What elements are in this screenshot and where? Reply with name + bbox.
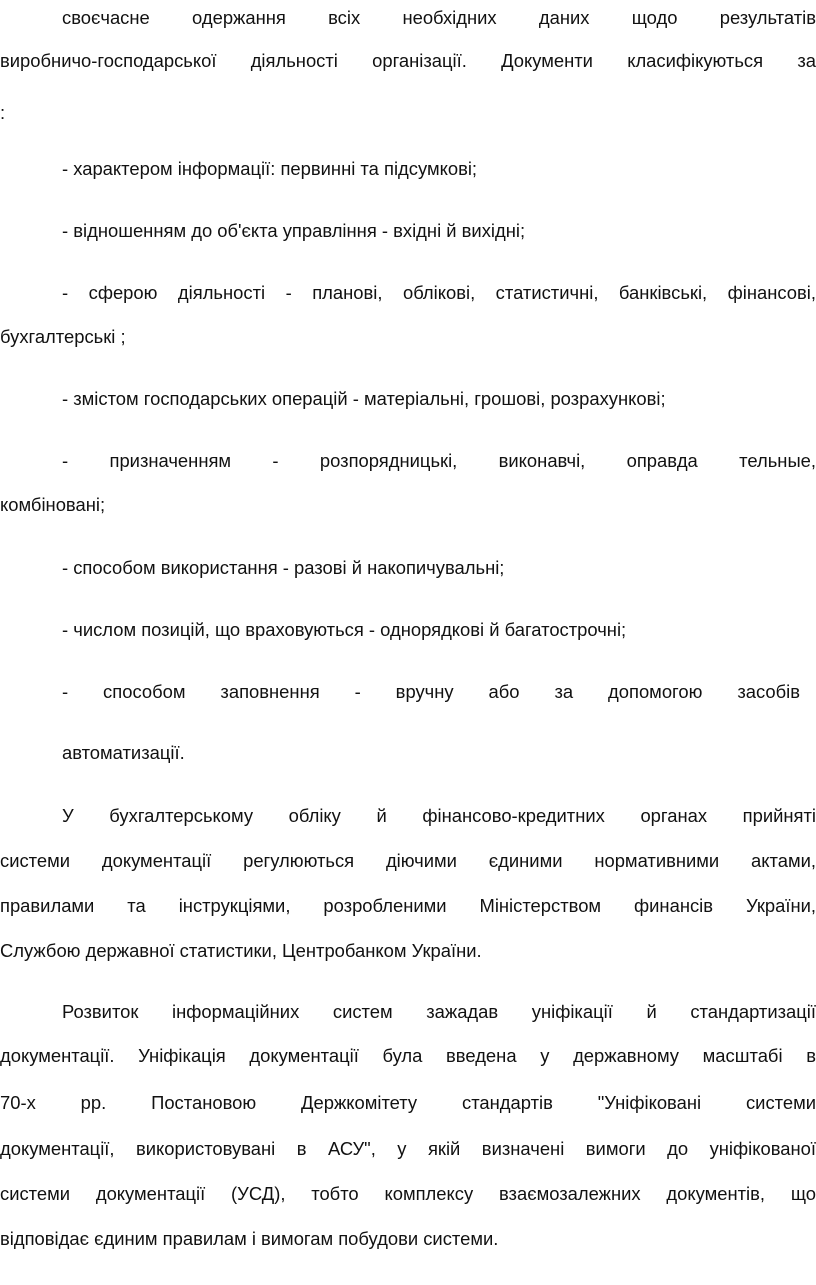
list-item-activity-sphere: - сферою діяльності - планові, облікові, статистичні, банківські, фінансові, [62,282,816,303]
unification-paragraph-line-4: документації, використовувані в АСУ", у якій визначені вимоги до уніфікованої [0,1138,816,1159]
list-item-operations-content: - змістом господарських операцій - матеріальні, грошові, розрахункові; [62,388,666,409]
unification-paragraph-line-2: документації. Уніфікація документації була введена у державному масштабі в [0,1045,816,1066]
list-item-usage: - способом використання - разові й накопичувальні; [62,557,505,578]
intro-line-2: виробничо-господарської діяльності організації. Документи класифікуються за [0,50,816,71]
list-item-filling-method: - способом заповнення - вручну або за допомогою засобів [62,681,800,702]
accounting-paragraph-line-2: системи документації регулюються діючими єдиними нормативними актами, [0,850,816,871]
list-item-purpose: - призначенням - розпорядницькі, виконавчі, оправда тельные, [62,450,816,471]
unification-paragraph-line-3: 70-х рр. Постановою Держкомітету стандартів "Уніфіковані системи [0,1092,816,1113]
list-item-information: - характером інформації: первинні та підсумкові; [62,158,478,179]
list-item-management-object: - відношенням до об'єкта управління - вхідні й вихідні; [62,220,526,241]
accounting-paragraph-line-1: У бухгалтерському обліку й фінансово-кредитних органах прийняті [62,805,816,826]
accounting-paragraph-line-4: Службою державної статистики, Центробанком України. [0,940,482,961]
intro-line-1: своєчасне одержання всіх необхідних даних щодо результатів [62,7,816,28]
unification-paragraph-line-5: системи документації (УСД), тобто комплексу взаємозалежних документів, що [0,1183,816,1204]
accounting-paragraph-line-3: правилами та інструкціями, розробленими Міністерством финансів України, [0,895,816,916]
intro-line-3: : [0,102,6,123]
list-item-positions: - числом позицій, що враховуються - однорядкові й багатострочні; [62,619,627,640]
list-item-filling-method-cont: автоматизації. [62,742,185,763]
list-item-purpose-cont: комбіновані; [0,494,106,515]
list-item-activity-sphere-cont: бухгалтерські ; [0,326,126,347]
unification-paragraph-line-1: Розвиток інформаційних систем зажадав уніфікації й стандартизації [62,1001,816,1022]
unification-paragraph-line-6: відповідає єдиним правилам і вимогам побудови системи. [0,1228,499,1249]
